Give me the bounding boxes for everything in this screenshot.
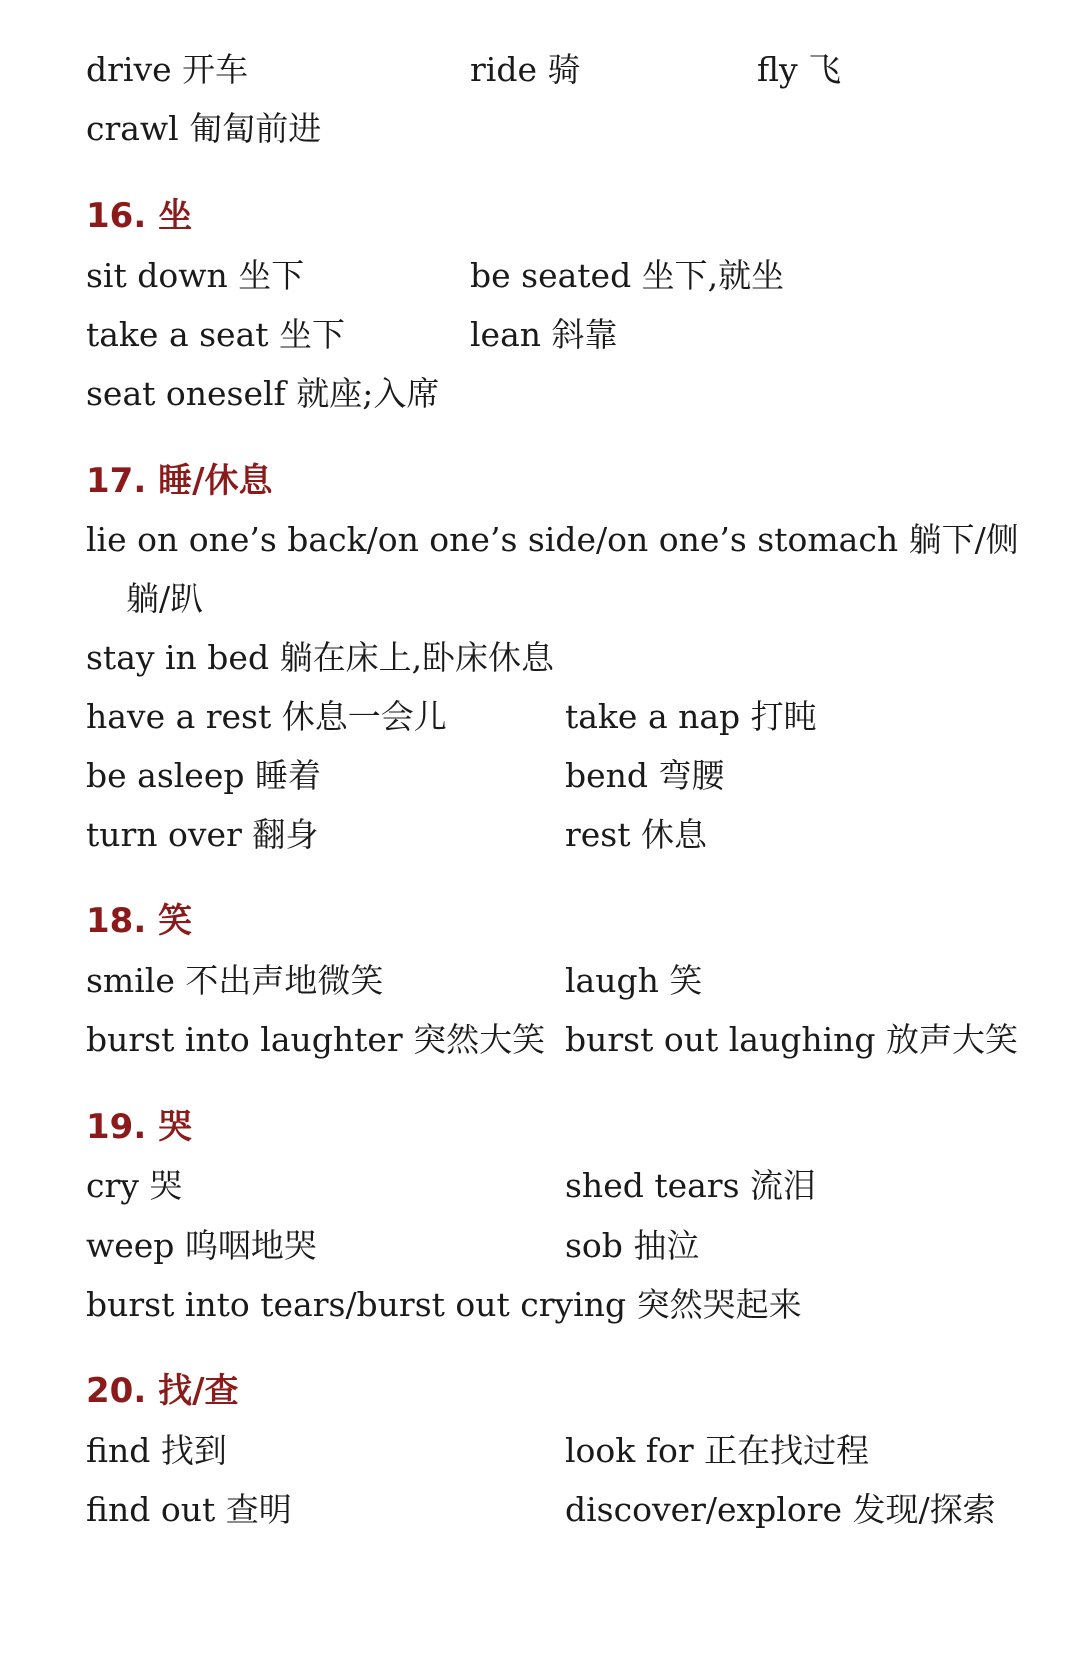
vocab-entry: have a rest 休息一会儿 (86, 697, 447, 736)
vocab-entry: discover/explore 发现/探索 (565, 1490, 996, 1529)
section-heading-19: 19. 哭 (86, 1107, 193, 1147)
vocab-entry: find 找到 (86, 1431, 227, 1470)
vocab-entry: rest 休息 (565, 815, 707, 854)
section-heading-16: 16. 坐 (86, 196, 193, 236)
vocab-entry: burst into laughter 突然大笑 (86, 1020, 546, 1059)
vocab-entry: lean 斜靠 (470, 315, 618, 354)
vocab-entry: be asleep 睡着 (86, 756, 321, 795)
vocab-entry-continuation: 躺/趴 (126, 579, 204, 618)
vocab-entry: sob 抽泣 (565, 1226, 700, 1265)
vocab-entry: cry 哭 (86, 1166, 183, 1205)
vocab-entry: look for 正在找过程 (565, 1431, 870, 1470)
vocab-entry: smile 不出声地微笑 (86, 961, 384, 1000)
vocab-entry: turn over 翻身 (86, 815, 319, 854)
vocab-entry: crawl 匍匐前进 (86, 109, 322, 148)
vocab-entry: stay in bed 躺在床上,卧床休息 (86, 638, 555, 677)
vocab-entry: weep 呜咽地哭 (86, 1226, 317, 1265)
vocab-entry: take a seat 坐下 (86, 315, 346, 354)
vocab-entry: find out 查明 (86, 1490, 292, 1529)
section-heading-18: 18. 笑 (86, 901, 193, 941)
section-heading-17: 17. 睡/休息 (86, 461, 273, 501)
vocab-entry: laugh 笑 (565, 961, 703, 1000)
vocab-entry: seat oneself 就座;入席 (86, 374, 440, 413)
vocab-entry: lie on one’s back/on one’s side/on one’s stomach 躺下/侧 (86, 520, 1019, 559)
vocab-entry: drive 开车 (86, 50, 249, 89)
vocab-entry: ride 骑 (470, 50, 581, 89)
vocab-entry: fly 飞 (757, 50, 842, 89)
vocab-entry: shed tears 流泪 (565, 1166, 816, 1205)
vocab-entry: sit down 坐下 (86, 256, 305, 295)
vocab-entry: be seated 坐下,就坐 (470, 256, 785, 295)
section-heading-20: 20. 找/查 (86, 1371, 239, 1411)
vocab-entry: burst out laughing 放声大笑 (565, 1020, 1018, 1059)
vocab-entry: bend 弯腰 (565, 756, 725, 795)
vocab-entry: take a nap 打盹 (565, 697, 817, 736)
vocab-entry: burst into tears/burst out crying 突然哭起来 (86, 1285, 802, 1324)
